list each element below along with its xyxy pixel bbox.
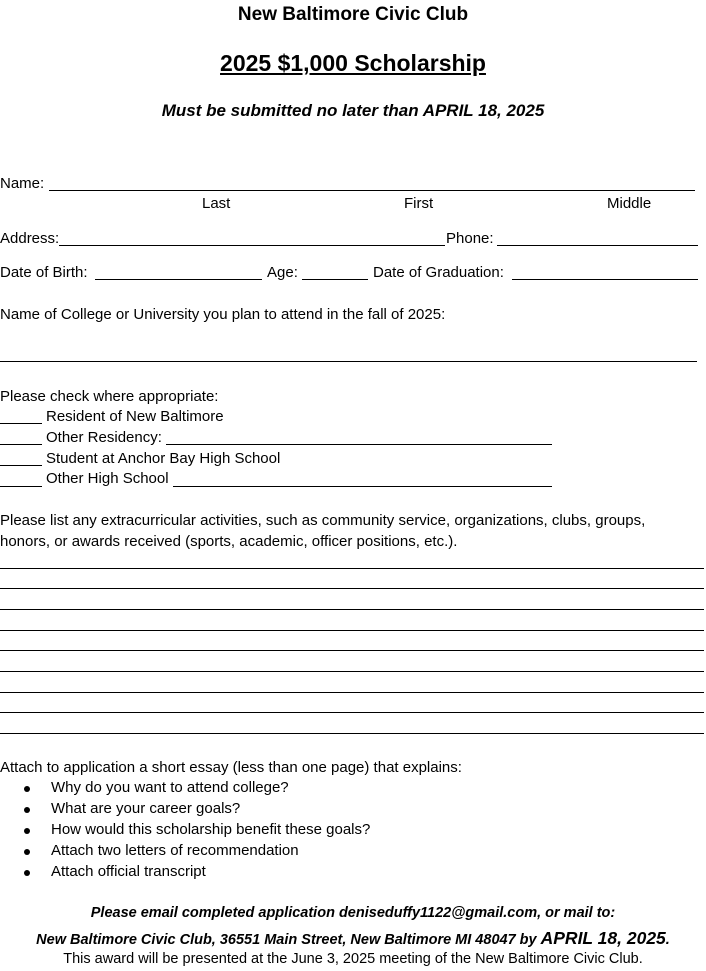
page-title: 2025 $1,000 Scholarship xyxy=(220,50,486,76)
check-label-other-hs: Other High School xyxy=(46,470,169,487)
essay-intro: Attach to application a short essay (less than one page) that explains: xyxy=(0,759,462,776)
name-label: Name: xyxy=(0,175,45,192)
activity-line[interactable] xyxy=(0,733,704,734)
phone-label: Phone: xyxy=(446,230,494,247)
activities-prompt-line2: honors, or awards received (sports, academic, officer positions, etc.). xyxy=(0,533,458,550)
bullet-icon xyxy=(24,807,30,813)
name-field[interactable] xyxy=(49,190,695,191)
essay-bullet: What are your career goals? xyxy=(51,800,241,817)
other-residency-field[interactable] xyxy=(166,444,552,445)
phone-field[interactable] xyxy=(497,245,698,246)
dob-label: Date of Birth: xyxy=(0,264,88,281)
footer-mailing-address xyxy=(0,928,706,949)
graduation-field[interactable] xyxy=(512,279,698,280)
check-blank-other-hs[interactable] xyxy=(0,486,42,487)
footer-award-note: This award will be presented at the June 3, 2025 meeting of the New Baltimore Civic Club. xyxy=(63,951,643,967)
address-field[interactable] xyxy=(59,245,445,246)
check-label-resident: Resident of New Baltimore xyxy=(46,408,224,425)
age-field[interactable] xyxy=(302,279,368,280)
activity-line[interactable] xyxy=(0,692,704,693)
essay-bullet: How would this scholarship benefit these goals? xyxy=(51,821,371,838)
org-name: New Baltimore Civic Club xyxy=(237,4,469,25)
name-first-caption: First xyxy=(404,195,434,212)
check-blank-other-residency[interactable] xyxy=(0,444,42,445)
footer-submit-instructions: Please email completed application deniseduffy1122@gmail.com, or mail to: xyxy=(90,905,616,921)
address-label: Address: xyxy=(0,230,60,247)
check-blank-anchor-bay[interactable] xyxy=(0,465,42,466)
deadline-note: Must be submitted no later than APRIL 18, 2025 xyxy=(161,101,545,120)
activity-line[interactable] xyxy=(0,671,704,672)
graduation-label: Date of Graduation: xyxy=(373,264,504,281)
activity-line[interactable] xyxy=(0,588,704,589)
activities-prompt-line1: Please list any extracurricular activities, such as community service, organizations, clubs, groups, xyxy=(0,512,646,529)
check-label-anchor-bay: Student at Anchor Bay High School xyxy=(46,450,281,467)
other-high-school-field[interactable] xyxy=(173,486,552,487)
name-middle-caption: Middle xyxy=(607,195,652,212)
bullet-icon xyxy=(24,849,30,855)
bullet-icon xyxy=(24,870,30,876)
essay-bullet: Why do you want to attend college? xyxy=(51,779,289,796)
checklist-prompt: Please check where appropriate: xyxy=(0,388,219,405)
name-last-caption: Last xyxy=(202,195,231,212)
footer-deadline-date: APRIL 18, 2025 xyxy=(540,928,666,948)
age-label: Age: xyxy=(267,264,298,281)
bullet-icon xyxy=(24,786,30,792)
footer-address: New Baltimore Civic Club, 36551 Main Street, New Baltimore MI 48047 by xyxy=(36,932,537,948)
check-blank-resident[interactable] xyxy=(0,423,42,424)
activity-line[interactable] xyxy=(0,712,704,713)
college-label: Name of College or University you plan to attend in the fall of 2025: xyxy=(0,306,446,323)
college-field[interactable] xyxy=(0,361,697,362)
essay-bullet: Attach official transcript xyxy=(51,863,206,880)
essay-bullet: Attach two letters of recommendation xyxy=(51,842,299,859)
bullet-icon xyxy=(24,828,30,834)
activity-line[interactable] xyxy=(0,630,704,631)
check-label-other-residency: Other Residency: xyxy=(46,429,162,446)
activity-line[interactable] xyxy=(0,609,704,610)
dob-field[interactable] xyxy=(95,279,262,280)
activity-line[interactable] xyxy=(0,650,704,651)
activity-line[interactable] xyxy=(0,568,704,569)
footer-period: . xyxy=(665,932,670,948)
